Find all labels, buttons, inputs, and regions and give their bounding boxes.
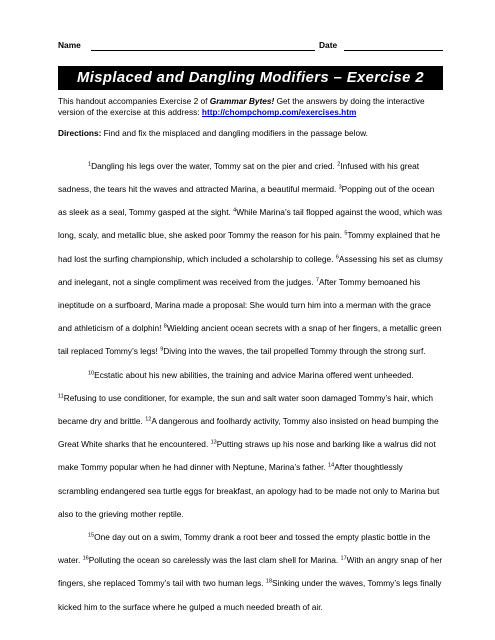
date-field-line <box>344 50 443 51</box>
directions <box>58 128 443 139</box>
sentence-number: 6 <box>335 254 339 261</box>
exercise-link[interactable]: http://chompchomp.com/exercises.htm <box>201 107 357 118</box>
sentence-text: Popping out of the ocean as sleek as a seal, Tommy gasped at the sight. <box>58 184 435 218</box>
name-field-line <box>91 50 315 51</box>
app-name: Grammar Bytes! <box>209 96 275 106</box>
sentence-number: 5 <box>344 231 348 238</box>
sentence-text: A dangerous and foolhardy activity, Tommy also insisted on head bumping the Great White sharks that he encountered. <box>58 416 439 450</box>
sentence-number: 7 <box>315 277 319 284</box>
sentence-number: 9 <box>160 347 164 354</box>
sentence-text: Putting straws up his nose and barking like a walrus did not make Tommy popular when he had dinner with Neptune, Marina’s father. <box>58 439 436 473</box>
sentence-text: One day out on a swim, Tommy drank a root beer and tossed the empty plastic bottle in the water. <box>58 532 431 566</box>
sentence-number: 10 <box>88 370 95 377</box>
sentence-text: Tommy explained that he had lost the surfing championship, which included a scholarship to college. <box>58 230 441 264</box>
passage <box>58 155 443 619</box>
sentence-number: 12 <box>145 416 152 423</box>
directions-text: Find and fix the misplaced and dangling modifiers in the passage below. <box>101 127 368 138</box>
intro-text-before: This handout accompanies Exercise 2 of <box>58 96 210 106</box>
intro-paragraph <box>58 96 443 119</box>
sentence-text: After Tommy bemoaned his ineptitude on a surfboard, Marina made a proposal: She would turn him into a merman with the grace and athleticism of a dolphin! <box>58 276 431 334</box>
passage-paragraph <box>58 364 443 526</box>
sentence-text: Ecstatic about his new abilities, the training and advice Marina offered went unheeded. <box>94 369 414 380</box>
passage-paragraph <box>58 526 443 619</box>
name-date-row <box>58 40 443 56</box>
sentence-text: Diving into the waves, the tail propelled Tommy through the strong surf. <box>163 346 426 357</box>
sentence-number: 17 <box>340 555 347 562</box>
sentence-number: 16 <box>82 555 89 562</box>
sentence-text: Sinking under the waves, Tommy’s legs finally kicked him to the surface where he gulped a much needed breath of air. <box>58 578 442 612</box>
name-label: Name <box>58 40 81 50</box>
worksheet-page <box>58 40 443 619</box>
sentence-number: 2 <box>337 161 341 168</box>
sentence-text: After thoughtlessly scrambling endangered sea turtle eggs for breakfast, an apology had to be made not only to Marina but also to the grieving mother reptile. <box>58 462 440 519</box>
sentence-text: While Marina’s tail flopped against the wood, which was long, scaly, and metallic blue, she asked poor Tommy the reason for his pain. <box>58 207 443 241</box>
sentence-text: Dangling his legs over the water, Tommy sat on the pier and cried. <box>91 160 338 171</box>
sentence-text: Infused with his great sadness, the tears hit the waves and attracted Marina, a beautiful mermaid. <box>58 160 420 195</box>
sentence-text: Polluting the ocean so carelessly was the last clam shell for Marina. <box>88 555 341 566</box>
page-title: Misplaced and Dangling Modifiers – Exercise 2 <box>58 66 443 90</box>
sentence-text: With an angry snap of her fingers, she replaced Tommy’s tail with two human legs. <box>58 555 443 589</box>
intro-text-after: Get the answers by doing the interactive version of the exercise at this address: <box>58 96 425 118</box>
sentence-text: Assessing his set as clumsy and inelegant, not a single compliment was received from the judges. <box>58 253 443 287</box>
passage-paragraph <box>58 155 443 364</box>
sentence-text: Refusing to use conditioner, for example, the sun and salt water soon damaged Tommy’s hair, which became dry and brittle. <box>58 392 434 427</box>
sentence-number: 14 <box>328 463 335 470</box>
sentence-number: 8 <box>163 323 167 330</box>
sentence-number: 11 <box>58 393 64 400</box>
sentence-number: 4 <box>233 207 237 214</box>
sentence-number: 13 <box>210 439 217 446</box>
date-label: Date <box>319 40 338 50</box>
sentence-number: 15 <box>88 532 95 539</box>
sentence-text: Wielding ancient ocean secrets with a snap of her fingers, a metallic green tail replaced Tommy’s legs! <box>58 323 442 357</box>
sentence-number: 3 <box>338 184 342 191</box>
sentence-number: 1 <box>88 161 92 168</box>
sentence-number: 18 <box>265 579 273 586</box>
directions-label: Directions: <box>58 127 102 138</box>
